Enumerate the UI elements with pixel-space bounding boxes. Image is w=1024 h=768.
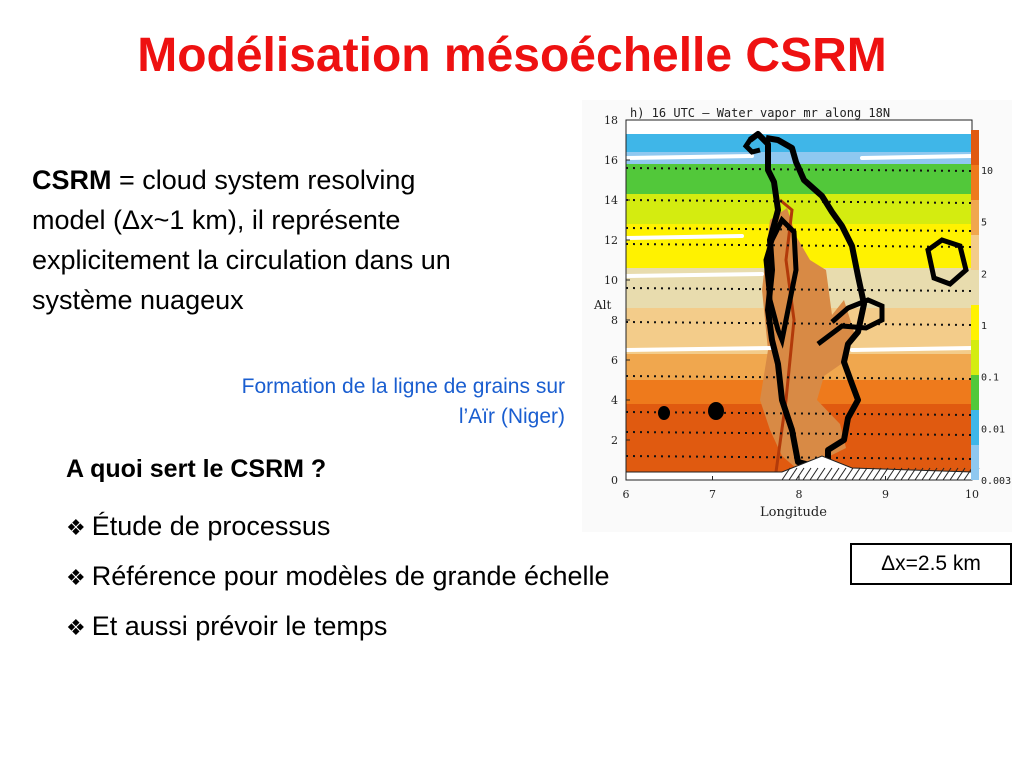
water-vapor-cross-section [582,100,1012,532]
colorbar-swatch [971,130,979,165]
colorbar-label: 0.1 [981,372,1000,384]
y-tick-label: 18 [604,114,618,127]
y-tick-label: 4 [611,394,618,407]
slide-title: Modélisation mésoéchelle CSRM [137,29,887,82]
water-vapor-figure [582,100,1012,532]
white-contour [626,156,752,158]
white-contour [626,236,742,238]
x-tick-label: 8 [795,488,803,501]
colorbar-label: 1 [981,321,988,332]
white-contour [852,348,972,350]
y-tick-label: 16 [604,154,618,167]
bullet-item [66,552,610,602]
bullet-diamond-icon: ❖ [66,565,86,590]
colorbar-label: 0.003 [981,476,1012,487]
bullet-item [66,602,610,652]
colorbar-swatch [971,200,979,235]
colorbar-swatch [971,305,979,340]
colorbar-swatch [971,235,979,270]
y-tick-label: 0 [611,474,618,487]
csrm-definition [32,160,492,320]
bullet-item [66,502,610,552]
colorbar-label: 10 [981,166,994,177]
bullet-text: Étude de processus [91,511,331,541]
altitude-band [626,134,972,152]
y-tick-label: 10 [604,274,618,287]
x-tick-label: 10 [965,488,979,501]
y-axis-label: Alt [594,298,612,312]
bullet-list [66,502,610,652]
x-tick-label: 7 [709,488,716,501]
colorbar-label: 0.01 [981,424,1006,436]
bullet-text: Référence pour modèles de grande échelle [91,561,610,591]
cell-blob [658,406,670,420]
colorbar-swatch [971,165,979,200]
colorbar-swatch [971,445,979,480]
white-contour [626,348,772,350]
colorbar-swatch [971,340,979,375]
question-heading: A quoi sert le CSRM ? [66,455,327,483]
panel-title: h) 16 UTC – Water vapor mr along 18N [630,106,891,120]
bullet-text: Et aussi prévoir le temps [91,611,388,641]
bullet-diamond-icon: ❖ [66,615,86,640]
y-tick-label: 14 [604,194,618,207]
white-contour [626,274,762,276]
x-tick-label: 6 [622,488,630,501]
csrm-definition-text: = cloud system resolving model (Δx~1 km), il représente explicitement la circulation dans un système nuageux [32,165,451,315]
colorbar [971,130,979,480]
csrm-term: CSRM [32,165,112,195]
y-tick-label: 12 [604,234,618,247]
altitude-band [626,194,972,224]
resolution-box: Δx=2.5 km [850,543,1012,585]
figure-caption: Formation de la ligne de grains sur l’Aïr (Niger) [241,375,565,428]
altitude-band [626,120,972,134]
x-axis-label: Longitude [760,505,827,520]
white-contour [862,156,972,158]
colorbar-swatch [971,410,979,445]
cell-blob [708,402,724,420]
y-tick-label: 6 [611,354,618,367]
colorbar-swatch [971,375,979,410]
colorbar-label: 5 [981,217,988,229]
y-tick-label: 2 [611,434,618,447]
colorbar-label: 2 [981,269,988,281]
colorbar-swatch [971,270,979,305]
y-tick-label: 8 [611,314,618,327]
x-tick-label: 9 [882,488,889,501]
bullet-diamond-icon: ❖ [66,515,86,540]
